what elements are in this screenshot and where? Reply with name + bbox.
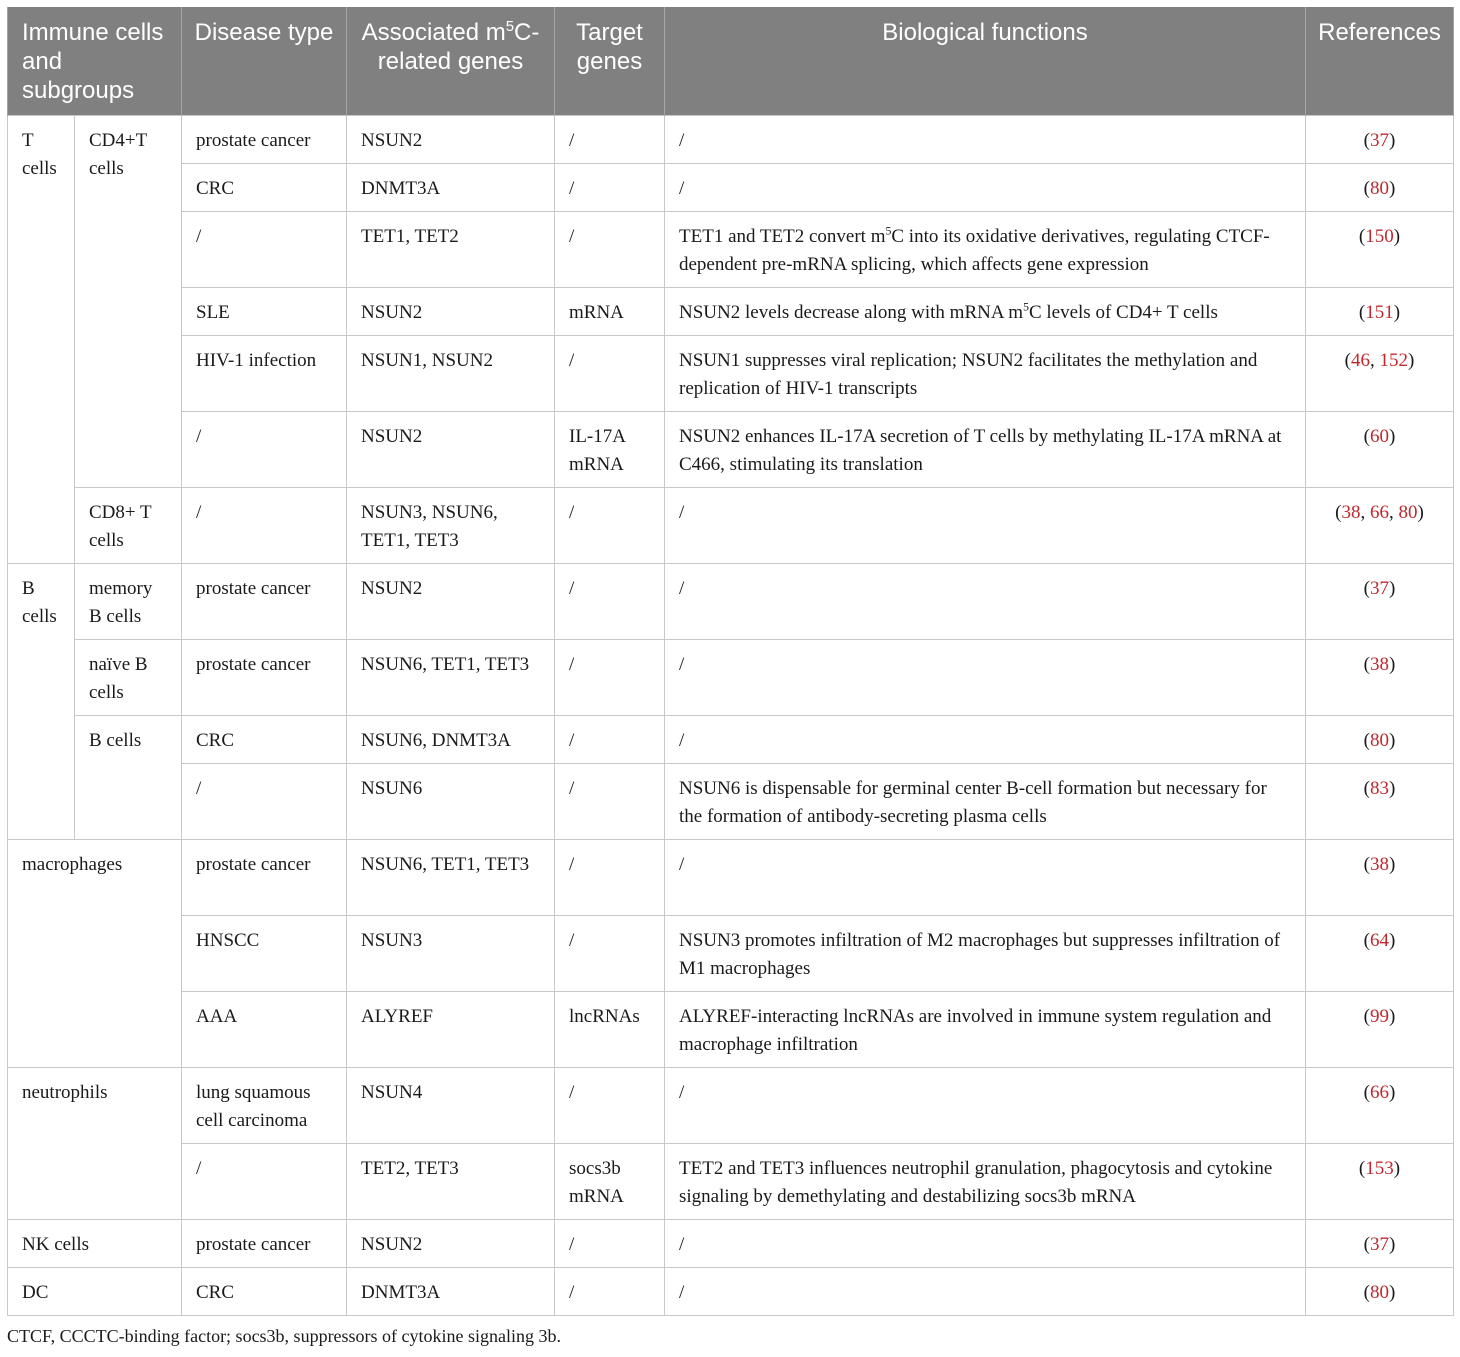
references-cell [1306,116,1454,164]
ref-close-paren: ) [1389,778,1396,799]
reference-link[interactable]: 38 [1370,854,1389,875]
reference-link[interactable]: 37 [1370,578,1389,599]
function-text-sup: 5 [1023,300,1029,314]
table-row [8,488,1454,564]
genes-cell: NSUN2 [347,564,555,640]
subgroup-b-cells: B cells [75,716,182,840]
ref-open-paren: ( [1363,1282,1370,1303]
header-target-genes: Target genes [555,7,665,116]
disease-cell: CRC [182,1268,347,1316]
table-row [8,164,1454,212]
function-text-pre: TET1 and TET2 convert m [679,226,886,247]
header-immune-cells: Immune cells and subgroups [8,7,182,116]
group-t-cells: T cells [8,116,75,564]
ref-open-paren: ( [1358,1158,1366,1179]
reference-link[interactable]: 99 [1370,1006,1389,1027]
function-cell [665,288,1306,336]
group-dc: DC [8,1268,182,1316]
reference-link[interactable]: 150 [1365,226,1394,247]
function-cell: / [665,840,1306,916]
references-cell [1306,288,1454,336]
references-cell [1306,212,1454,288]
genes-cell: DNMT3A [347,164,555,212]
function-cell: / [665,564,1306,640]
function-cell: / [665,1220,1306,1268]
function-cell: / [665,1068,1306,1144]
reference-link[interactable]: 38 [1341,502,1361,523]
references-cell [1306,916,1454,992]
disease-cell: / [182,764,347,840]
table-row [8,764,1454,840]
ref-close-paren: ) [1389,1282,1396,1303]
references-cell [1306,488,1454,564]
disease-cell: prostate cancer [182,1220,347,1268]
disease-cell: HIV-1 infection [182,336,347,412]
function-cell: TET2 and TET3 influences neutrophil granulation, phagocytosis and cytokine signaling by demethylating and destabilizing socs3b mRNA [665,1144,1306,1220]
target-cell: / [555,840,665,916]
header-associated-genes [347,7,555,116]
ref-open-paren: ( [1358,226,1366,247]
function-cell [665,212,1306,288]
reference-link[interactable]: 66 [1370,502,1389,523]
ref-separator: , [1370,350,1380,371]
genes-cell: TET2, TET3 [347,1144,555,1220]
references-cell [1306,412,1454,488]
target-cell: / [555,1068,665,1144]
header-genes-sup: 5 [505,19,514,35]
disease-cell: CRC [182,716,347,764]
reference-link[interactable]: 151 [1365,302,1394,323]
reference-link[interactable]: 66 [1370,1082,1389,1103]
table-footnote: CTCF, CCCTC-binding factor; socs3b, suppressors of cytokine signaling 3b. [7,1326,562,1346]
target-cell: / [555,116,665,164]
genes-cell: NSUN3, NSUN6, TET1, TET3 [347,488,555,564]
target-cell: / [555,164,665,212]
ref-open-paren: ( [1358,302,1366,323]
ref-close-paren: ) [1389,178,1396,199]
target-cell: / [555,336,665,412]
disease-cell: CRC [182,164,347,212]
genes-cell: TET1, TET2 [347,212,555,288]
disease-cell: SLE [182,288,347,336]
ref-close-paren: ) [1389,654,1396,675]
target-cell: / [555,916,665,992]
function-text-pre: NSUN2 levels decrease along with mRNA m [679,302,1024,323]
ref-close-paren: ) [1393,226,1401,247]
table-row [8,1068,1454,1144]
function-text-post: C into its oxidative derivatives, regulating CTCF-dependent pre-mRNA splicing, which affects gene expression [679,226,1270,275]
references-cell [1306,564,1454,640]
function-cell: NSUN6 is dispensable for germinal center B-cell formation but necessary for the formation of antibody-secreting plasma cells [665,764,1306,840]
table-row [8,336,1454,412]
table-row [8,916,1454,992]
target-cell: socs3b mRNA [555,1144,665,1220]
function-cell: NSUN2 enhances IL-17A secretion of T cells by methylating IL-17A mRNA at C466, stimulating its translation [665,412,1306,488]
table-row [8,1144,1454,1220]
table-header [8,7,1454,116]
ref-close-paren: ) [1389,730,1396,751]
genes-cell: NSUN6, TET1, TET3 [347,840,555,916]
target-cell: / [555,564,665,640]
genes-cell: NSUN6 [347,764,555,840]
references-cell [1306,840,1454,916]
ref-close-paren: ) [1389,426,1396,447]
genes-cell: NSUN2 [347,116,555,164]
subgroup-cd4: CD4+T cells [75,116,182,488]
genes-cell: NSUN2 [347,288,555,336]
reference-link[interactable]: 37 [1370,130,1389,151]
subgroup-naive-b: naïve B cells [75,640,182,716]
target-cell: / [555,764,665,840]
reference-link[interactable]: 38 [1370,654,1389,675]
header-references: References [1306,7,1454,116]
reference-link[interactable]: 83 [1370,778,1389,799]
table-row [8,288,1454,336]
function-cell: / [665,1268,1306,1316]
subgroup-memory-b: memory B cells [75,564,182,640]
ref-close-paren: ) [1393,1158,1401,1179]
disease-cell: / [182,1144,347,1220]
ref-open-paren: ( [1344,350,1351,371]
genes-cell: NSUN6, TET1, TET3 [347,640,555,716]
reference-link[interactable]: 60 [1370,426,1389,447]
group-neutrophils: neutrophils [8,1068,182,1220]
function-cell: ALYREF-interacting lncRNAs are involved in immune system regulation and macrophage infiltration [665,992,1306,1068]
ref-close-paren: ) [1408,350,1415,371]
table-row [8,212,1454,288]
ref-separator: , [1389,502,1399,523]
header-biological-functions: Biological functions [665,7,1306,116]
function-cell: / [665,164,1306,212]
ref-close-paren: ) [1389,1234,1396,1255]
ref-separator: , [1360,502,1370,523]
ref-open-paren: ( [1363,1234,1370,1255]
target-cell: IL-17A mRNA [555,412,665,488]
table-row [8,840,1454,916]
ref-open-paren: ( [1363,178,1370,199]
ref-open-paren: ( [1363,1082,1370,1103]
table-row [8,412,1454,488]
genes-cell: NSUN1, NSUN2 [347,336,555,412]
ref-close-paren: ) [1389,130,1396,151]
ref-open-paren: ( [1363,730,1370,751]
disease-cell: AAA [182,992,347,1068]
references-cell [1306,1268,1454,1316]
genes-cell: ALYREF [347,992,555,1068]
ref-open-paren: ( [1363,654,1370,675]
target-cell: / [555,716,665,764]
references-cell [1306,640,1454,716]
function-cell: / [665,488,1306,564]
ref-close-paren: ) [1393,302,1401,323]
genes-cell: DNMT3A [347,1268,555,1316]
target-cell: / [555,488,665,564]
disease-cell: lung squamous cell carcinoma [182,1068,347,1144]
data-table [7,7,1454,1316]
reference-link[interactable]: 80 [1370,1282,1389,1303]
function-text-sup: 5 [885,224,892,238]
subgroup-cd8: CD8+ T cells [75,488,182,564]
ref-open-paren: ( [1335,502,1342,523]
reference-link[interactable]: 64 [1370,930,1389,951]
function-cell: NSUN1 suppresses viral replication; NSUN2 facilitates the methylation and replication of HIV-1 transcripts [665,336,1306,412]
function-cell: NSUN3 promotes infiltration of M2 macrophages but suppresses infiltration of M1 macrophages [665,916,1306,992]
reference-link[interactable]: 37 [1370,1234,1389,1255]
table-row [8,116,1454,164]
ref-close-paren: ) [1389,578,1396,599]
disease-cell: / [182,488,347,564]
ref-open-paren: ( [1363,778,1370,799]
reference-link[interactable]: 80 [1370,178,1389,199]
table-row [8,564,1454,640]
function-text-post: C levels of CD4+ T cells [1028,302,1218,323]
disease-cell: HNSCC [182,916,347,992]
references-cell [1306,1068,1454,1144]
ref-open-paren: ( [1363,578,1370,599]
ref-open-paren: ( [1363,854,1370,875]
target-cell: / [555,640,665,716]
table-row [8,1220,1454,1268]
references-cell [1306,1220,1454,1268]
reference-link[interactable]: 153 [1365,1158,1394,1179]
table-row [8,992,1454,1068]
table-row [8,716,1454,764]
ref-close-paren: ) [1389,1082,1396,1103]
ref-close-paren: ) [1389,854,1396,875]
reference-link[interactable]: 46 [1351,350,1370,371]
target-cell: / [555,212,665,288]
genes-cell: NSUN4 [347,1068,555,1144]
target-cell: / [555,1220,665,1268]
disease-cell: / [182,412,347,488]
function-cell: / [665,640,1306,716]
disease-cell: prostate cancer [182,116,347,164]
ref-close-paren: ) [1389,930,1396,951]
ref-close-paren: ) [1417,502,1424,523]
ref-open-paren: ( [1363,1006,1370,1027]
references-cell [1306,764,1454,840]
ref-open-paren: ( [1363,930,1370,951]
table-row [8,640,1454,716]
ref-close-paren: ) [1389,1006,1396,1027]
genes-cell: NSUN6, DNMT3A [347,716,555,764]
table-row [8,1268,1454,1316]
disease-cell: prostate cancer [182,564,347,640]
function-cell: / [665,716,1306,764]
references-cell [1306,1144,1454,1220]
target-cell: mRNA [555,288,665,336]
references-cell [1306,164,1454,212]
group-macrophages: macrophages [8,840,182,1068]
ref-open-paren: ( [1363,130,1370,151]
header-disease-type: Disease type [182,7,347,116]
genes-cell: NSUN3 [347,916,555,992]
target-cell: / [555,1268,665,1316]
group-nk-cells: NK cells [8,1220,182,1268]
disease-cell: / [182,212,347,288]
reference-link[interactable]: 80 [1370,730,1389,751]
disease-cell: prostate cancer [182,840,347,916]
genes-cell: NSUN2 [347,412,555,488]
references-cell [1306,992,1454,1068]
genes-cell: NSUN2 [347,1220,555,1268]
function-cell: / [665,116,1306,164]
disease-cell: prostate cancer [182,640,347,716]
references-cell [1306,716,1454,764]
header-genes-post: C-related genes [377,19,540,75]
target-cell: lncRNAs [555,992,665,1068]
group-b-cells: B cells [8,564,75,840]
reference-link[interactable]: 152 [1379,350,1408,371]
references-cell [1306,336,1454,412]
header-genes-pre: Associated m [361,19,506,46]
ref-open-paren: ( [1363,426,1370,447]
reference-link[interactable]: 80 [1398,502,1418,523]
